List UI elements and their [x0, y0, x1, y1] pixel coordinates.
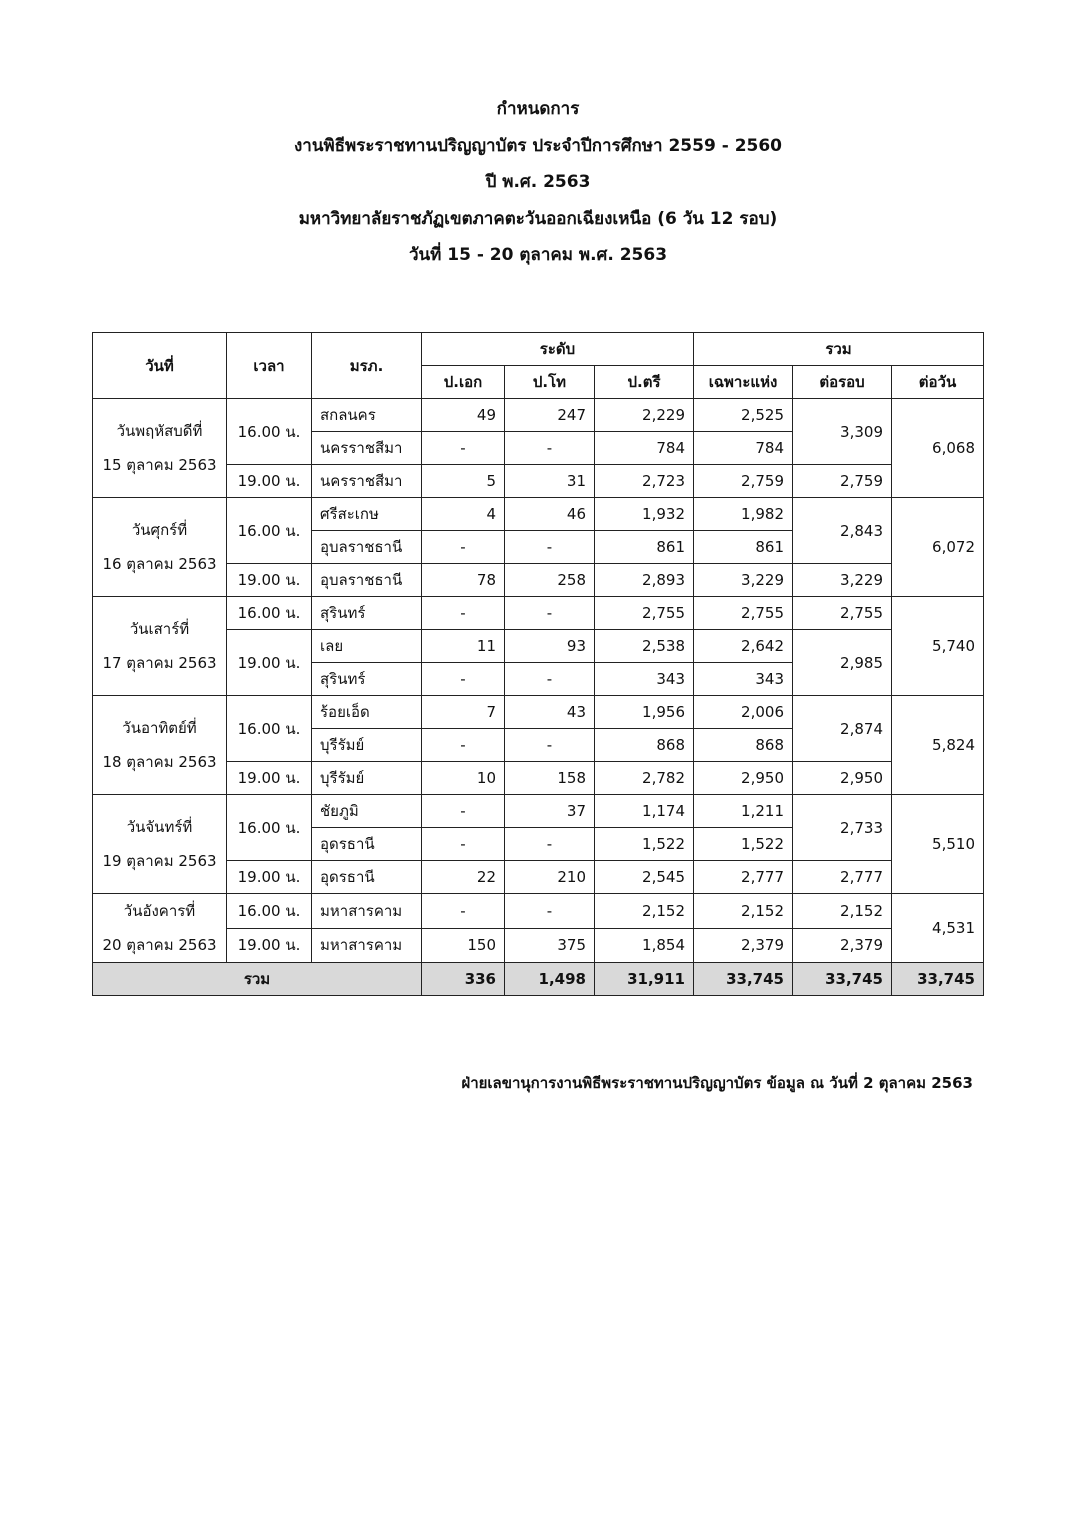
round-cell: 2,152 [793, 894, 892, 929]
time-cell: 16.00 น. [227, 696, 312, 762]
master-cell: - [505, 663, 595, 696]
site-cell: 2,950 [694, 762, 793, 795]
phd-cell: - [422, 729, 505, 762]
university-cell: บุรีรัมย์ [312, 729, 422, 762]
university-cell: เลย [312, 630, 422, 663]
site-cell: 1,522 [694, 828, 793, 861]
university-cell: มหาสารคาม [312, 894, 422, 929]
title-line-4: มหาวิทยาลัยราชภัฏเขตภาคตะวันออกเฉียงเหนือ (6 วัน 12 รอบ) [298, 208, 778, 229]
round-cell: 2,874 [793, 696, 892, 762]
university-cell: ศรีสะเกษ [312, 498, 422, 531]
bachelor-cell: 868 [595, 729, 694, 762]
table-row [93, 894, 984, 929]
header-university: มรภ. [312, 333, 422, 399]
table-row [93, 762, 984, 795]
day-name: วันเสาร์ที่ [129, 620, 190, 638]
round-cell: 2,759 [793, 465, 892, 498]
title-line-1: กำหนดการ [496, 99, 580, 119]
bachelor-cell: 2,723 [595, 465, 694, 498]
total-label: รวม [93, 963, 422, 996]
site-cell: 2,755 [694, 597, 793, 630]
header-sum: รวม [694, 333, 984, 366]
university-cell: นครราชสีมา [312, 465, 422, 498]
site-cell: 3,229 [694, 564, 793, 597]
day-date: 20 ตุลาคม 2563 [102, 936, 217, 954]
site-cell: 861 [694, 531, 793, 564]
schedule-table [92, 332, 984, 996]
round-cell: 2,985 [793, 630, 892, 696]
round-cell: 2,777 [793, 861, 892, 894]
day-cell [93, 597, 227, 696]
table-row [93, 564, 984, 597]
university-cell: สกลนคร [312, 399, 422, 432]
header-per-round: ต่อรอบ [793, 366, 892, 399]
university-cell: นครราชสีมา [312, 432, 422, 465]
university-cell: ร้อยเอ็ด [312, 696, 422, 729]
round-cell: 3,229 [793, 564, 892, 597]
day-date: 17 ตุลาคม 2563 [102, 654, 217, 672]
site-cell: 2,525 [694, 399, 793, 432]
master-cell: 43 [505, 696, 595, 729]
time-cell: 19.00 น. [227, 630, 312, 696]
phd-cell: - [422, 597, 505, 630]
day-name: วันอาทิตย์ที่ [122, 719, 197, 737]
header-row-1 [93, 333, 984, 366]
header-phd: ป.เอก [422, 366, 505, 399]
phd-cell: - [422, 663, 505, 696]
master-cell: - [505, 432, 595, 465]
day-cell [93, 894, 227, 963]
day-date: 15 ตุลาคม 2563 [102, 456, 217, 474]
total-phd: 336 [422, 963, 505, 996]
bachelor-cell: 1,932 [595, 498, 694, 531]
round-cell: 2,379 [793, 928, 892, 963]
header-level: ระดับ [422, 333, 694, 366]
phd-cell: 22 [422, 861, 505, 894]
master-cell: - [505, 531, 595, 564]
bachelor-cell: 2,545 [595, 861, 694, 894]
title-line-2: งานพิธีพระราชทานปริญญาบัตร ประจำปีการศึกษา 2559 - 2560 [293, 135, 783, 156]
site-cell: 1,982 [694, 498, 793, 531]
table-row [93, 928, 984, 963]
site-cell: 2,759 [694, 465, 793, 498]
phd-cell: 150 [422, 928, 505, 963]
site-cell: 2,152 [694, 894, 793, 929]
day-date: 18 ตุลาคม 2563 [102, 753, 217, 771]
day-name: วันอังคารที่ [123, 902, 196, 920]
site-cell: 343 [694, 663, 793, 696]
bachelor-cell: 2,893 [595, 564, 694, 597]
total-site: 33,745 [694, 963, 793, 996]
master-cell: 247 [505, 399, 595, 432]
master-cell: 210 [505, 861, 595, 894]
bachelor-cell: 861 [595, 531, 694, 564]
title-line-3: ปี พ.ศ. 2563 [485, 172, 591, 192]
round-cell: 2,755 [793, 597, 892, 630]
source-note: ฝ่ายเลขานุการงานพิธีพระราชทานปริญญาบัตร ข้อมูล ณ วันที่ 2 ตุลาคม 2563 [461, 1074, 973, 1092]
time-cell: 16.00 น. [227, 597, 312, 630]
phd-cell: 11 [422, 630, 505, 663]
site-cell: 1,211 [694, 795, 793, 828]
phd-cell: - [422, 795, 505, 828]
table-row [93, 630, 984, 663]
day-cell [93, 498, 227, 597]
table-row [93, 498, 984, 531]
phd-cell: 49 [422, 399, 505, 432]
bachelor-cell: 784 [595, 432, 694, 465]
site-cell: 2,006 [694, 696, 793, 729]
header-day: วันที่ [93, 333, 227, 399]
phd-cell: 78 [422, 564, 505, 597]
site-cell: 868 [694, 729, 793, 762]
time-cell: 19.00 น. [227, 861, 312, 894]
university-cell: ชัยภูมิ [312, 795, 422, 828]
master-cell: 258 [505, 564, 595, 597]
master-cell: 158 [505, 762, 595, 795]
master-cell: - [505, 597, 595, 630]
time-cell: 16.00 น. [227, 498, 312, 564]
master-cell: - [505, 729, 595, 762]
bachelor-cell: 343 [595, 663, 694, 696]
per-day-cell: 5,740 [892, 597, 984, 696]
per-day-cell: 5,510 [892, 795, 984, 894]
per-day-cell: 6,072 [892, 498, 984, 597]
bachelor-cell: 2,782 [595, 762, 694, 795]
day-date: 19 ตุลาคม 2563 [102, 852, 217, 870]
day-cell [93, 399, 227, 498]
phd-cell: - [422, 531, 505, 564]
total-row [93, 963, 984, 996]
phd-cell: 5 [422, 465, 505, 498]
master-cell: 93 [505, 630, 595, 663]
header-master: ป.โท [505, 366, 595, 399]
title-line-5: วันที่ 15 - 20 ตุลาคม พ.ศ. 2563 [408, 245, 668, 265]
master-cell: 31 [505, 465, 595, 498]
table-row [93, 399, 984, 432]
site-cell: 2,777 [694, 861, 793, 894]
phd-cell: - [422, 894, 505, 929]
university-cell: อุบลราชธานี [312, 531, 422, 564]
day-cell [93, 795, 227, 894]
per-day-cell: 5,824 [892, 696, 984, 795]
time-cell: 16.00 น. [227, 894, 312, 929]
university-cell: อุบลราชธานี [312, 564, 422, 597]
header-time: เวลา [227, 333, 312, 399]
header-per-day: ต่อวัน [892, 366, 984, 399]
table-row [93, 861, 984, 894]
total-bachelor: 31,911 [595, 963, 694, 996]
bachelor-cell: 2,538 [595, 630, 694, 663]
bachelor-cell: 1,522 [595, 828, 694, 861]
master-cell: 37 [505, 795, 595, 828]
per-day-cell: 4,531 [892, 894, 984, 963]
total-round: 33,745 [793, 963, 892, 996]
round-cell: 2,843 [793, 498, 892, 564]
phd-cell: 7 [422, 696, 505, 729]
university-cell: บุรีรัมย์ [312, 762, 422, 795]
table-row [93, 465, 984, 498]
time-cell: 16.00 น. [227, 399, 312, 465]
table-row [93, 795, 984, 828]
bachelor-cell: 1,854 [595, 928, 694, 963]
time-cell: 19.00 น. [227, 762, 312, 795]
site-cell: 2,379 [694, 928, 793, 963]
time-cell: 19.00 น. [227, 465, 312, 498]
day-name: วันพฤหัสบดีที่ [116, 422, 203, 440]
university-cell: สุรินทร์ [312, 597, 422, 630]
university-cell: อุดรธานี [312, 861, 422, 894]
master-cell: - [505, 894, 595, 929]
time-cell: 19.00 น. [227, 928, 312, 963]
university-cell: อุดรธานี [312, 828, 422, 861]
site-cell: 784 [694, 432, 793, 465]
bachelor-cell: 2,755 [595, 597, 694, 630]
bachelor-cell: 2,229 [595, 399, 694, 432]
total-day: 33,745 [892, 963, 984, 996]
master-cell: - [505, 828, 595, 861]
time-cell: 16.00 น. [227, 795, 312, 861]
round-cell: 2,950 [793, 762, 892, 795]
phd-cell: - [422, 432, 505, 465]
day-date: 16 ตุลาคม 2563 [102, 555, 217, 573]
document-titles [0, 100, 1076, 283]
university-cell: สุรินทร์ [312, 663, 422, 696]
day-name: วันจันทร์ที่ [126, 818, 193, 836]
master-cell: 46 [505, 498, 595, 531]
master-cell: 375 [505, 928, 595, 963]
bachelor-cell: 1,956 [595, 696, 694, 729]
table-row [93, 696, 984, 729]
phd-cell: 10 [422, 762, 505, 795]
bachelor-cell: 2,152 [595, 894, 694, 929]
total-master: 1,498 [505, 963, 595, 996]
round-cell: 3,309 [793, 399, 892, 465]
header-per-site: เฉพาะแห่ง [694, 366, 793, 399]
day-cell [93, 696, 227, 795]
phd-cell: 4 [422, 498, 505, 531]
day-name: วันศุกร์ที่ [131, 521, 188, 539]
header-bachelor: ป.ตรี [595, 366, 694, 399]
table-row [93, 597, 984, 630]
university-cell: มหาสารคาม [312, 928, 422, 963]
per-day-cell: 6,068 [892, 399, 984, 498]
time-cell: 19.00 น. [227, 564, 312, 597]
phd-cell: - [422, 828, 505, 861]
site-cell: 2,642 [694, 630, 793, 663]
bachelor-cell: 1,174 [595, 795, 694, 828]
round-cell: 2,733 [793, 795, 892, 861]
